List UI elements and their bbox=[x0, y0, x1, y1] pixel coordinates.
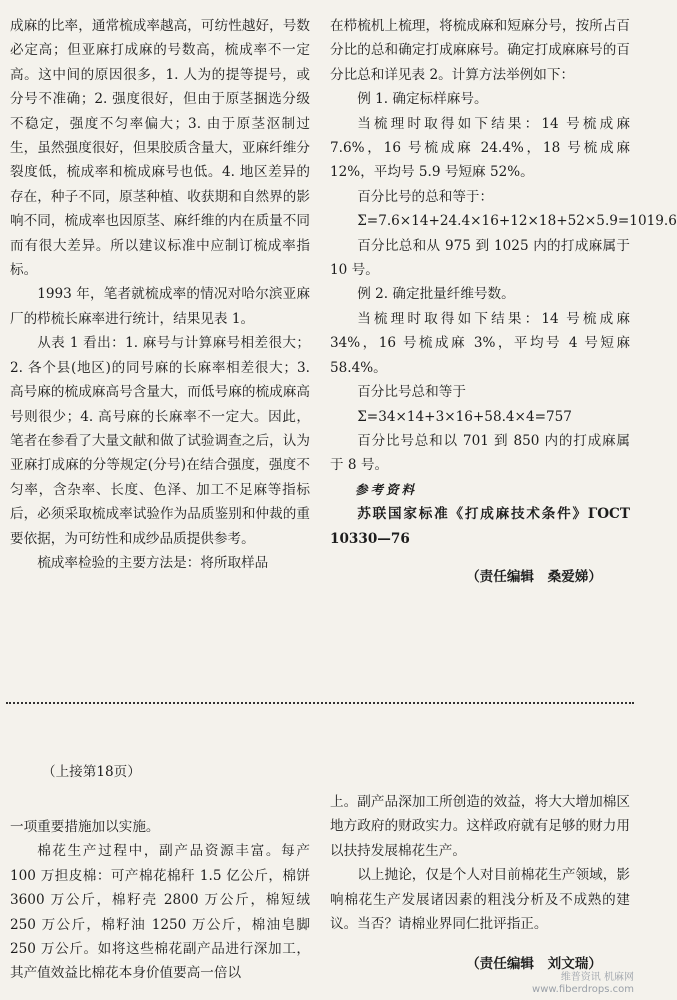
bottom-left-column bbox=[10, 815, 310, 986]
paragraph: 成麻的比率，通常梳成率越高，可纺性越好，号数必定高；但亚麻打成麻的号数高，梳成率不一定高。这中间的原因很多，1. 人为的提等提号，或分号不准确；2. 强度很好，但由于原茎捆选分级不稳定，强度不匀率偏大；3. 由于原茎沤制过生，虽然强度很好，但果胶质含量大，亚麻纤维分裂度低，梳成率和梳成麻号也低。4. 地区差异的存在，种子不同，原茎种植、收获期和自然界的影响不同，梳成率也因原茎、麻纤维的内在质量不同而有很大差异。所以建议标准中应制订梳成率指标。 bbox=[10, 18, 310, 279]
editor-credit: （责任编辑 刘文瑞） bbox=[466, 956, 602, 973]
paragraph: 棉花生产过程中，副产品资源丰富。每产 100 万担皮棉：可产棉花棉秆 1.5 亿公斤，棉饼 3600 万公斤，棉籽壳 2800 万公斤，棉短绒 250 万公斤，棉籽油 1250 万公斤，棉油皂脚 250 万公斤。如将这些棉花副产品进行深加工，其产值效益比棉花本身价值要高一倍以 bbox=[10, 843, 310, 982]
watermark-line: 维普资讯 机麻网 bbox=[560, 972, 634, 983]
paragraph: 上。副产品深加工所创造的效益，将大大增加棉区地方政府的财政实力。这样政府就有足够的财力用以扶持发展棉花生产。 bbox=[330, 794, 630, 859]
paragraph: 从表 1 看出：1. 麻号与计算麻号相差很大；2. 各个县(地区)的同号麻的长麻率相差很大；3. 高号麻的梳成麻高号含量大，而低号麻的梳成麻高号则很少；4. 高号麻的长麻率不一定大。因此，笔者在参看了大量文献和做了试验调查之后，认为亚麻打成麻的分等规定(分号)在结合强度，强度不匀率，含杂率、长度、色泽、加工不足麻等指标后，必须采取梳成率试验作为品质鉴别和仲裁的重要依据，为可纺性和成纱品质提供参考。 bbox=[10, 335, 310, 547]
continued-note: （上接第18页） bbox=[42, 764, 141, 780]
paragraph: 以上抛论，仅是个人对目前棉花生产领域，影响棉花生产发展诸因素的粗浅分析及不成熟的建议。当否？请棉业界同仁批评指正。 bbox=[330, 867, 630, 933]
paragraph: 在栉梳机上梳理，将梳成麻和短麻分号，按所占百分比的总和确定打成麻麻号。确定打成麻麻号的百分比总和详见表 2。计算方法举例如下： bbox=[330, 18, 630, 83]
references-heading: 参考资料 bbox=[355, 481, 418, 497]
watermark-url: www.fiberdrops.com bbox=[532, 984, 634, 995]
formula: Σ=34×14+3×16+58.4×4=757 bbox=[357, 408, 572, 425]
paragraph: 百分比号总和等于 bbox=[357, 384, 466, 401]
top-right-column bbox=[330, 14, 677, 589]
section-divider bbox=[6, 702, 634, 704]
paragraph: 1993 年，笔者就梳成率的情况对哈尔滨亚麻厂的栉梳长麻率进行统计，结果见表 1。 bbox=[10, 286, 310, 327]
paragraph: 当梳理时取得如下结果：14 号梳成麻 7.6%，16 号梳成麻 24.4%，18 号梳成麻 12%，平均号 5.9 号短麻 52%。 bbox=[330, 115, 630, 181]
reference-entry: 苏联国家标准《打成麻技术条件》ГОСТ 10330—76 bbox=[330, 506, 630, 547]
editor-credit: （责任编辑 桑爱娣） bbox=[466, 568, 602, 585]
top-left-column bbox=[10, 14, 310, 575]
example-heading: 例 2. 确定批量纤维号数。 bbox=[357, 286, 515, 303]
paragraph: 当梳理时取得如下结果：14 号梳成麻 34%，16 号梳成麻 3%，平均号 4 号短麻 58.4%。 bbox=[330, 310, 630, 376]
paragraph: 百分比号的总和等于： bbox=[357, 188, 494, 205]
example-heading: 例 1. 确定标样麻号。 bbox=[357, 91, 488, 108]
bottom-right-column bbox=[330, 790, 630, 977]
paragraph: 一项重要措施加以实施。 bbox=[10, 819, 160, 835]
paragraph: 百分比号总和以 701 到 850 内的打成麻属于 8 号。 bbox=[330, 432, 630, 474]
formula: Σ=7.6×14+24.4×16+12×18+52×5.9=1019.6 bbox=[357, 213, 677, 230]
paragraph: 百分比总和从 975 到 1025 内的打成麻属于 10 号。 bbox=[330, 237, 630, 279]
paragraph: 梳成率检验的主要方法是：将所取样品 bbox=[37, 554, 269, 571]
watermark bbox=[532, 972, 634, 996]
